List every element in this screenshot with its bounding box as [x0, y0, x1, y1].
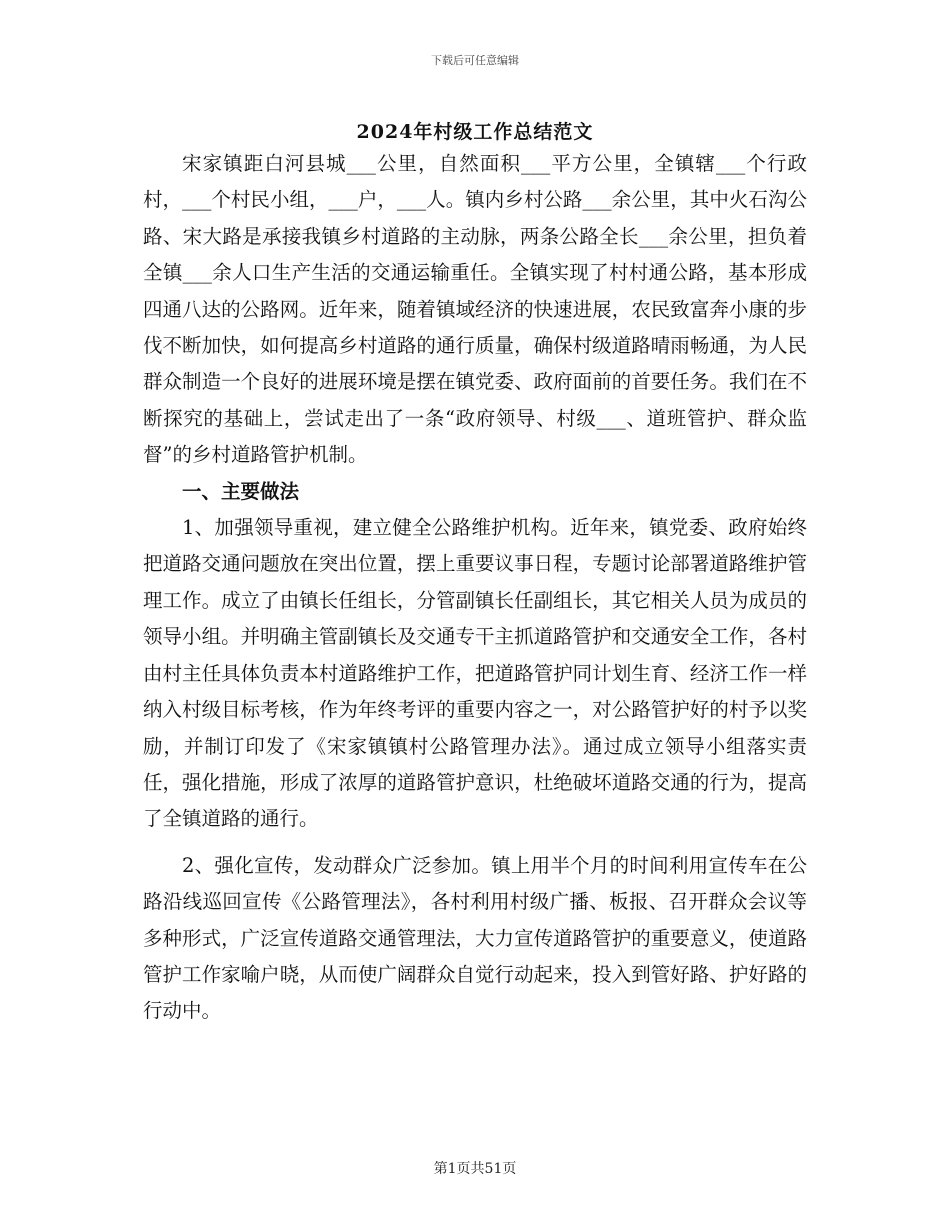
section-heading: 一、主要做法	[182, 479, 300, 503]
intro-paragraph: 宋家镇距白河县城___公里，自然面积___平方公里，全镇辖___个行政村，___个村民小组，___户，___人。镇内乡村公路___余公里，其中火石沟公路、宋大路是承接我镇乡村道路的主动脉，两条公路全长___余公里，担负着全镇___余人口生产生活的交通运输重任。全镇实现了村村通公路，基本形成四通八达的公路网。近年来，随着镇域经济的快速进展，农民致富奔小康的步伐不断加快，如何提高乡村道路的通行质量，确保村级道路晴雨畅通，为人民群众制造一个良好的进展环境是摆在镇党委、政府面前的首要任务。我们在不断探究的基础上，尝试走出了一条“政府领导、村级___、道班管护、群众监督”的乡村道路管护机制。	[143, 152, 807, 467]
body-paragraph-1: 1、加强领导重视，建立健全公路维护机构。近年来，镇党委、政府始终把道路交通问题放在突出位置，摆上重要议事日程，专题讨论部署道路维护管理工作。成立了由镇长任组长，分管副镇长任副组长，其它相关人员为成员的领导小组。并明确主管副镇长及交通专干主抓道路管护和交通安全工作，各村由村主任具体负责本村道路维护工作，把道路管护同计划生育、经济工作一样纳入村级目标考核，作为年终考评的重要内容之一，对公路管护好的村予以奖励，并制订印发了《宋家镇镇村公路管理办法》。通过成立领导小组落实责任，强化措施，形成了浓厚的道路管护意识，杜绝破坏道路交通的行为，提高了全镇道路的通行。	[143, 516, 807, 831]
document-title: 2024年村级工作总结范文	[356, 121, 594, 143]
page-number: 第1页共51页	[433, 1161, 517, 1177]
document-body	[143, 146, 807, 1030]
body-paragraph-2: 2、强化宣传，发动群众广泛参加。镇上用半个月的时间利用宣传车在公路沿线巡回宣传《公路管理法》，各村利用村级广播、板报、召开群众会议等多种形式，广泛宣传道路交通管理法，大力宣传道路管护的重要意义，使道路管护工作家喻户晓，从而使广阔群众自觉行动起来，投入到管好路、护好路的行动中。	[143, 853, 807, 1023]
header-note: 下载后可任意编辑	[431, 54, 519, 67]
